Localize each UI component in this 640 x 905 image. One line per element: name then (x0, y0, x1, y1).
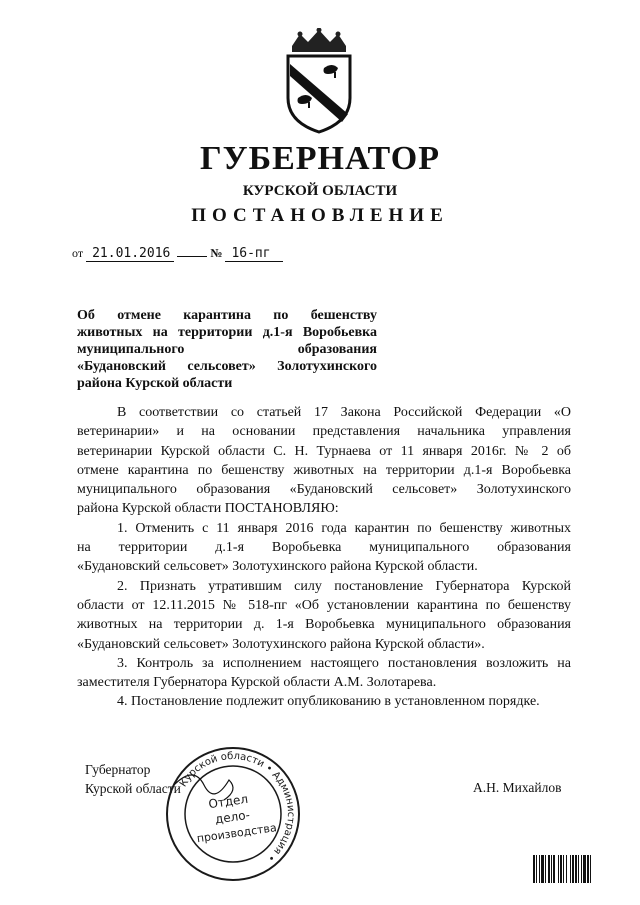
barcode-bar (551, 855, 552, 883)
barcode-bar (587, 855, 589, 883)
document-date: 21.01.2016 (86, 246, 174, 262)
body-line: на территории д.1-я Воробьевка муниципального образования (77, 540, 571, 556)
barcode-bar (578, 855, 579, 883)
signature-position-line1: Губернатор (85, 762, 151, 777)
document-number: 16-пг (225, 246, 282, 262)
body-line: 1. Отменить с 11 января 2016 года карантин по бешенству животных (117, 520, 571, 536)
body-line: района Курской области ПОСТАНОВЛЯЮ: (77, 501, 339, 517)
subject-line: животных на территории д.1-я Воробьевка (77, 325, 377, 340)
barcode-bar (581, 855, 582, 883)
subject-line: «Будановский сельсовет» Золотухинского (77, 359, 377, 374)
stamp-ring-text: Курской области • Администрация • (177, 750, 297, 864)
subject-line: района Курской области (77, 376, 233, 391)
document-type: ПОСТАНОВЛЕНИЕ (191, 205, 449, 226)
body-line: ветеринарии Курской области С. Н. Турнаева от 11 января 2016г. № 2 об (77, 443, 571, 459)
body-line: ветеринарии» и на основании представления начальника управления (77, 424, 571, 440)
barcode-icon (533, 855, 623, 883)
barcode-bar (563, 855, 564, 883)
stamp-center-line3: производства (195, 821, 278, 846)
barcode-bar (583, 855, 586, 883)
date-number-line (72, 246, 283, 261)
subject-line: муниципального образования (77, 342, 377, 357)
signatory-name: А.Н. Михайлов (473, 780, 562, 795)
body-line: 3. Контроль за исполнением настоящего постановления возложить на (117, 655, 571, 671)
office-stamp (164, 745, 302, 883)
body-line: 4. Постановление подлежит опубликованию в установленном порядке. (117, 694, 540, 710)
barcode-bar (558, 855, 559, 883)
subject-line: Об отмене карантина по бешенству (77, 308, 377, 323)
barcode-bar (545, 855, 546, 883)
body-line: В соответствии со статьей 17 Закона Российской Федерации «О (117, 405, 571, 420)
stamp-center-line2: дело- (214, 807, 251, 827)
barcode-bar (548, 855, 550, 883)
date-prefix: от (72, 246, 84, 260)
barcode-bar (560, 855, 562, 883)
barcode-bar (575, 855, 577, 883)
body-line: области от 12.11.2015 № 518-пг «Об установлении карантина по бешенству (77, 597, 571, 613)
document-subject (77, 307, 377, 392)
header-title: ГУБЕРНАТОР (200, 140, 440, 177)
signature-position-line2: Курской области (85, 781, 181, 796)
barcode-bar (533, 855, 535, 883)
barcode-bar (566, 855, 567, 883)
body-line: «Будановский сельсовет» Золотухинского района Курской области. (77, 559, 478, 575)
stamp-center-line1: Отдел (207, 791, 249, 812)
barcode-bar (536, 855, 537, 883)
body-line: муниципального образования «Будановский сельсовет» Золотухинского (77, 482, 571, 498)
body-line: 2. Признать утратившим силу постановление Губернатора Курской (117, 578, 571, 594)
body-line: заместителя Губернатора Курской области А.М. Золотарева. (77, 675, 437, 691)
barcode-bar (541, 855, 544, 883)
barcode-bar (553, 855, 555, 883)
body-line: отмене карантина по бешенству животных на территории д.1-я Воробьевка (77, 462, 571, 478)
body-line: «Будановский сельсовет» Золотухинского района Курской области». (77, 636, 485, 652)
number-prefix: № (210, 246, 223, 260)
body-line: животных на территории д. 1-я Воробьевка муниципального образования (77, 617, 571, 633)
barcode-bar (570, 855, 571, 883)
document-body (77, 403, 571, 712)
barcode-bar (572, 855, 574, 883)
barcode-bar (539, 855, 540, 883)
barcode-bar (590, 855, 591, 883)
header-region: КУРСКОЙ ОБЛАСТИ (242, 183, 398, 199)
coat-of-arms-icon (276, 28, 362, 134)
